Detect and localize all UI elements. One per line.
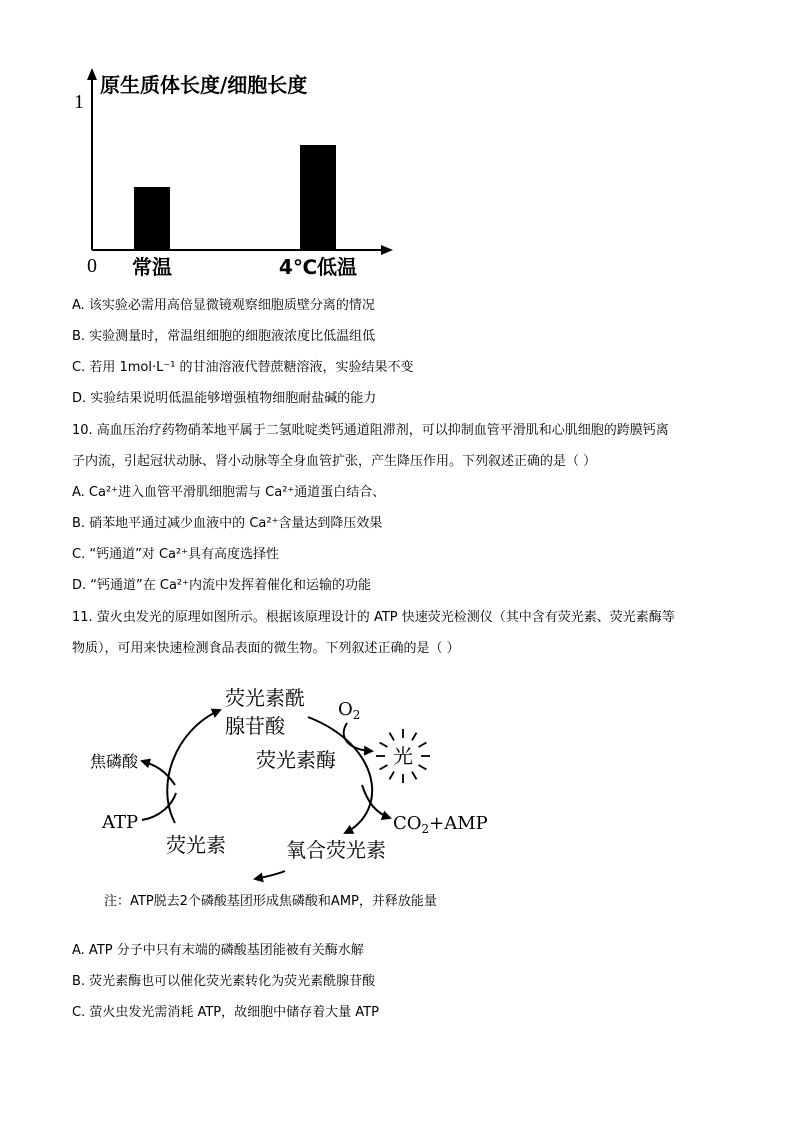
q10-stem-line1: 10. 高血压治疗药物硝苯地平属于二氢吡啶类钙通道阻滞剂，可以抑制血管平滑肌和心肌细胞的跨膜钙离 <box>72 423 669 438</box>
light-ray <box>380 743 388 748</box>
oxyluciferin-label: 氧合荧光素 <box>286 838 386 862</box>
light-burst <box>376 729 430 783</box>
diagram-note: 注：ATP脱去2个磷酸基团形成焦磷酸和AMP，并释放能量 <box>104 894 437 909</box>
q11-stem-line1: 11. 萤火虫发光的原理如图所示。根据该原理设计的 ATP 快速荧光检测仪（其中含有荧光素、荧光素酶等 <box>72 610 675 625</box>
arrow-luciferin-to-adenylate <box>167 710 220 823</box>
pyrophosphate-label: 焦磷酸 <box>90 752 139 771</box>
q10-option-d: D. “钙通道”在 Ca²⁺内流中发挥着催化和运输的功能 <box>72 578 371 593</box>
q9-option-d: D. 实验结果说明低温能够增强植物细胞耐盐碱的能力 <box>72 391 377 406</box>
q10-option-c: C. “钙通道”对 Ca²⁺具有高度选择性 <box>72 547 280 562</box>
y-tick-label: 1 <box>74 91 84 113</box>
origin-label: 0 <box>87 255 97 277</box>
arrow-adenylate-to-oxyluciferin <box>308 717 372 833</box>
co2-amp-label: $CO_2+AMP$ <box>393 813 488 836</box>
bar-1 <box>300 145 336 250</box>
light-ray <box>412 772 417 780</box>
q10-option-b: B. 硝苯地平通过减少血液中的 Ca²⁺含量达到降压效果 <box>72 516 383 531</box>
light-ray <box>419 765 427 770</box>
q11-option-b: B. 荧光素酶也可以催化荧光素转化为荧光素酰腺苷酸 <box>72 974 376 989</box>
q11-option-a: A. ATP 分子中只有末端的磷酸基团能被有关酶水解 <box>72 943 364 958</box>
light-ray <box>412 733 417 741</box>
bar-0 <box>134 187 170 250</box>
y-axis-arrow <box>87 68 97 80</box>
light-ray <box>390 772 395 780</box>
x-tick-label-1: 4℃低温 <box>278 255 358 279</box>
q9-option-b: B. 实验测量时，常温组细胞的细胞液浓度比低温组低 <box>72 329 376 344</box>
o2-label: $O_2$ <box>338 699 361 722</box>
chart-title: 原生质体长度/细胞长度 <box>100 73 308 97</box>
light-ray <box>380 765 388 770</box>
x-axis-arrow <box>381 245 393 255</box>
q11-stem-line2: 物质），可用来快速检测食品表面的微生物。下列叙述正确的是（ ） <box>72 641 460 656</box>
enzyme-label: 荧光素酶 <box>256 748 336 772</box>
bar-chart <box>60 60 420 290</box>
q11-option-c: C. 萤火虫发光需消耗 ATP，故细胞中储存着大量 ATP <box>72 1005 379 1020</box>
svg-text:光: 光 <box>393 744 413 768</box>
luciferin-label: 荧光素 <box>166 833 226 857</box>
atp-label: ATP <box>102 812 139 833</box>
arrow-o2-in <box>344 723 372 751</box>
firefly-luminescence-diagram <box>80 675 520 915</box>
adenylate-label-line2: 腺苷酸 <box>225 714 285 738</box>
q10-stem-line2: 子内流，引起冠状动脉、肾小动脉等全身血管扩张，产生降压作用。下列叙述正确的是（ ） <box>72 454 597 469</box>
q9-option-a: A. 该实验必需用高倍显微镜观察细胞质壁分离的情况 <box>72 298 375 313</box>
x-tick-label-0: 常温 <box>132 255 172 279</box>
light-ray <box>390 733 395 741</box>
q10-option-a: A. Ca²⁺进入血管平滑肌细胞需与 Ca²⁺通道蛋白结合、 <box>72 485 386 500</box>
arrow-oxyluciferin-to-luciferin <box>255 871 285 879</box>
light-ray <box>419 743 427 748</box>
adenylate-label-line1: 荧光素酰 <box>225 686 305 710</box>
q9-option-c: C. 若用 1mol·L⁻¹ 的甘油溶液代替蔗糖溶液，实验结果不变 <box>72 360 414 375</box>
